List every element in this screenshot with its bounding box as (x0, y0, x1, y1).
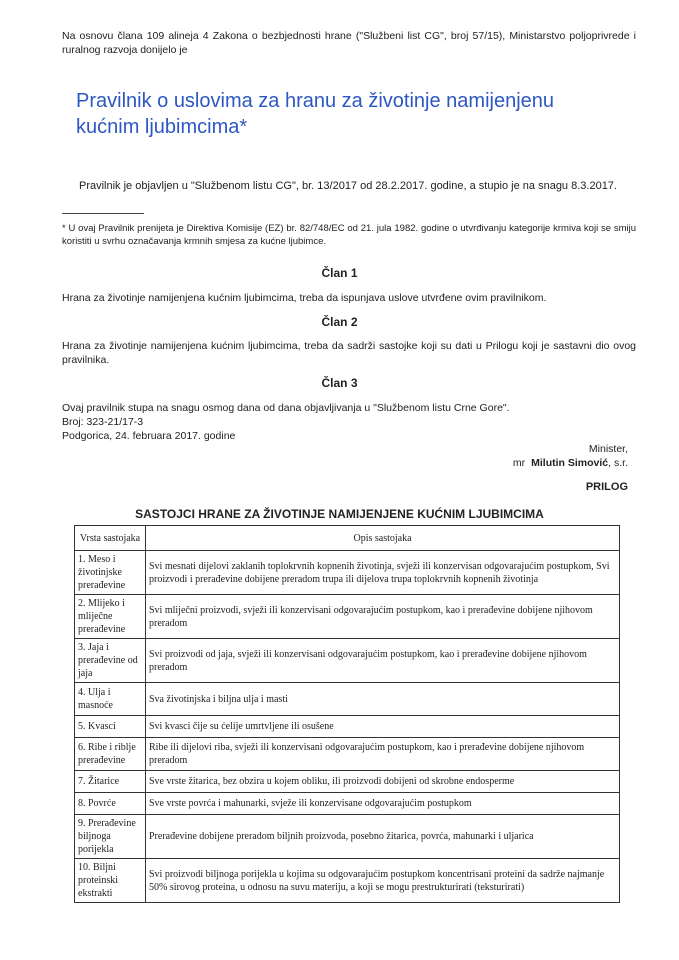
clan-1-text: Hrana za životinje namijenjena kućnim ljubimcima, treba da ispunjava uslove utvrđene ovim pravilnikom. (62, 292, 547, 304)
footnote: * U ovaj Pravilnik prenijeta je Direktiva Komisije (EZ) br. 82/748/EC od 21. jula 1982. godine o utvrđivanju kategorije krmiva koji se smiju koristiti u svrhu označavanja krmnih smjesa za kućne ljubimce. (62, 223, 636, 247)
document-title: Pravilnik o uslovima za hranu za životinje namijenjenu kućnim ljubimcima* (76, 90, 555, 138)
clan-2-heading: Član 2 (321, 315, 358, 329)
intro-paragraph: Na osnovu člana 109 alineja 4 Zakona o bezbjednosti hrane ("Službeni list CG", broj 57/15), Ministarstvo poljoprivrede i ruralnog razvoja donijelo je (62, 30, 636, 56)
column-header-type: Vrsta sastojaka (75, 526, 146, 551)
ingredient-type: 9. Prerađevine biljnoga porijekla (75, 815, 146, 859)
clan-3-text: Ovaj pravilnik stupa na snagu osmog dana od dana objavljivanja u "Službenom listu Crne Gore". (62, 402, 510, 414)
table-row (75, 716, 620, 738)
table-row (75, 815, 620, 859)
table-row (75, 595, 620, 639)
table-row (75, 771, 620, 793)
clan-3-heading: Član 3 (321, 376, 358, 390)
ingredients-table (74, 525, 620, 903)
ingredient-description: Sve vrste žitarica, bez obzira u kojem obliku, ili proizvodi dobijeni od skrobne endosperme (146, 771, 620, 793)
table-row (75, 683, 620, 716)
column-header-description: Opis sastojaka (146, 526, 620, 551)
footnote-divider (62, 213, 144, 214)
table-row (75, 738, 620, 771)
publication-note: Pravilnik je objavljen u "Službenom listu CG", br. 13/2017 od 28.2.2017. godine, a stupio je na snagu 8.3.2017. (78, 180, 617, 192)
table-row (75, 551, 620, 595)
table-row (75, 793, 620, 815)
table-header-row (75, 526, 620, 551)
ingredient-type: 10. Biljni proteinski ekstrakti (75, 859, 146, 903)
clan-1-heading: Član 1 (321, 266, 358, 280)
ingredient-type: 3. Jaja i prerađevine od jaja (75, 639, 146, 683)
prilog-label: PRILOG (585, 481, 628, 493)
ingredient-type: 4. Ulja i masnoće (75, 683, 146, 716)
signature (513, 457, 628, 469)
signature-prefix: mr (512, 457, 526, 469)
table-row (75, 859, 620, 903)
ingredient-type: 2. Mlijeko i mliječne prerađevine (75, 595, 146, 639)
ingredient-description: Svi proizvodi biljnoga porijekla u kojima su odgovarajućim postupkom koncentrisani proteini da sadrže najmanje 50% sirovog proteina, u odnosu na suvu materiju, a koji se mogu prestrukturirati (teksturirati) (146, 859, 620, 903)
place-date: Podgorica, 24. februara 2017. godine (62, 430, 236, 442)
ingredient-type: 5. Kvasci (75, 716, 146, 738)
ingredient-description: Svi mliječni proizvodi, svježi ili konzervisani odgovarajućim postupkom, kao i prerađevine dobijene njihovom preradom (146, 595, 620, 639)
ingredient-type: 1. Meso i životinjske prerađevine (75, 551, 146, 595)
signature-title: Minister, (588, 443, 628, 455)
clan-2-text: Hrana za životinje namijenjena kućnim ljubimcima, treba da sadrži sastojke koji su dati u Prilogu koji je sastavni dio ovog pravilnika. (62, 340, 636, 366)
table-title: SASTOJCI HRANE ZA ŽIVOTINJE NAMIJENJENE KUĆNIM LJUBIMCIMA (135, 507, 544, 521)
ingredient-type: 8. Povrće (75, 793, 146, 815)
ingredient-type: 7. Žitarice (75, 771, 146, 793)
signature-suffix: , s.r. (608, 457, 628, 469)
ingredient-description: Prerađevine dobijene preradom biljnih proizvoda, posebno žitarica, povrća, mahunarki i uljarica (146, 815, 620, 859)
table-row (75, 639, 620, 683)
document-number: Broj: 323-21/17-3 (62, 416, 144, 428)
signature-name: Milutin Simović (531, 457, 609, 469)
ingredient-description: Sva životinjska i biljna ulja i masti (146, 683, 620, 716)
ingredient-description: Sve vrste povrća i mahunarki, svježe ili konzervisane odgovarajućim postupkom (146, 793, 620, 815)
ingredient-description: Svi proizvodi od jaja, svježi ili konzervisani odgovarajućim postupkom, kao i prerađevine dobijene njihovom preradom (146, 639, 620, 683)
ingredient-description: Ribe ili dijelovi riba, svježi ili konzervisani odgovarajućim postupkom, kao i prerađevine dobijene njihovom preradom (146, 738, 620, 771)
ingredient-type: 6. Ribe i riblje prerađevine (75, 738, 146, 771)
ingredient-description: Svi mesnati dijelovi zaklanih toplokrvnih kopnenih životinja, svježi ili konzervisan odgovarajućim postupkom, Svi proizvodi i prerađevine dobijene preradom trupa ili dijelova trupa toplokrvnih kopnenih životinja (146, 551, 620, 595)
ingredient-description: Svi kvasci čije su ćelije umrtvljene ili osušene (146, 716, 620, 738)
